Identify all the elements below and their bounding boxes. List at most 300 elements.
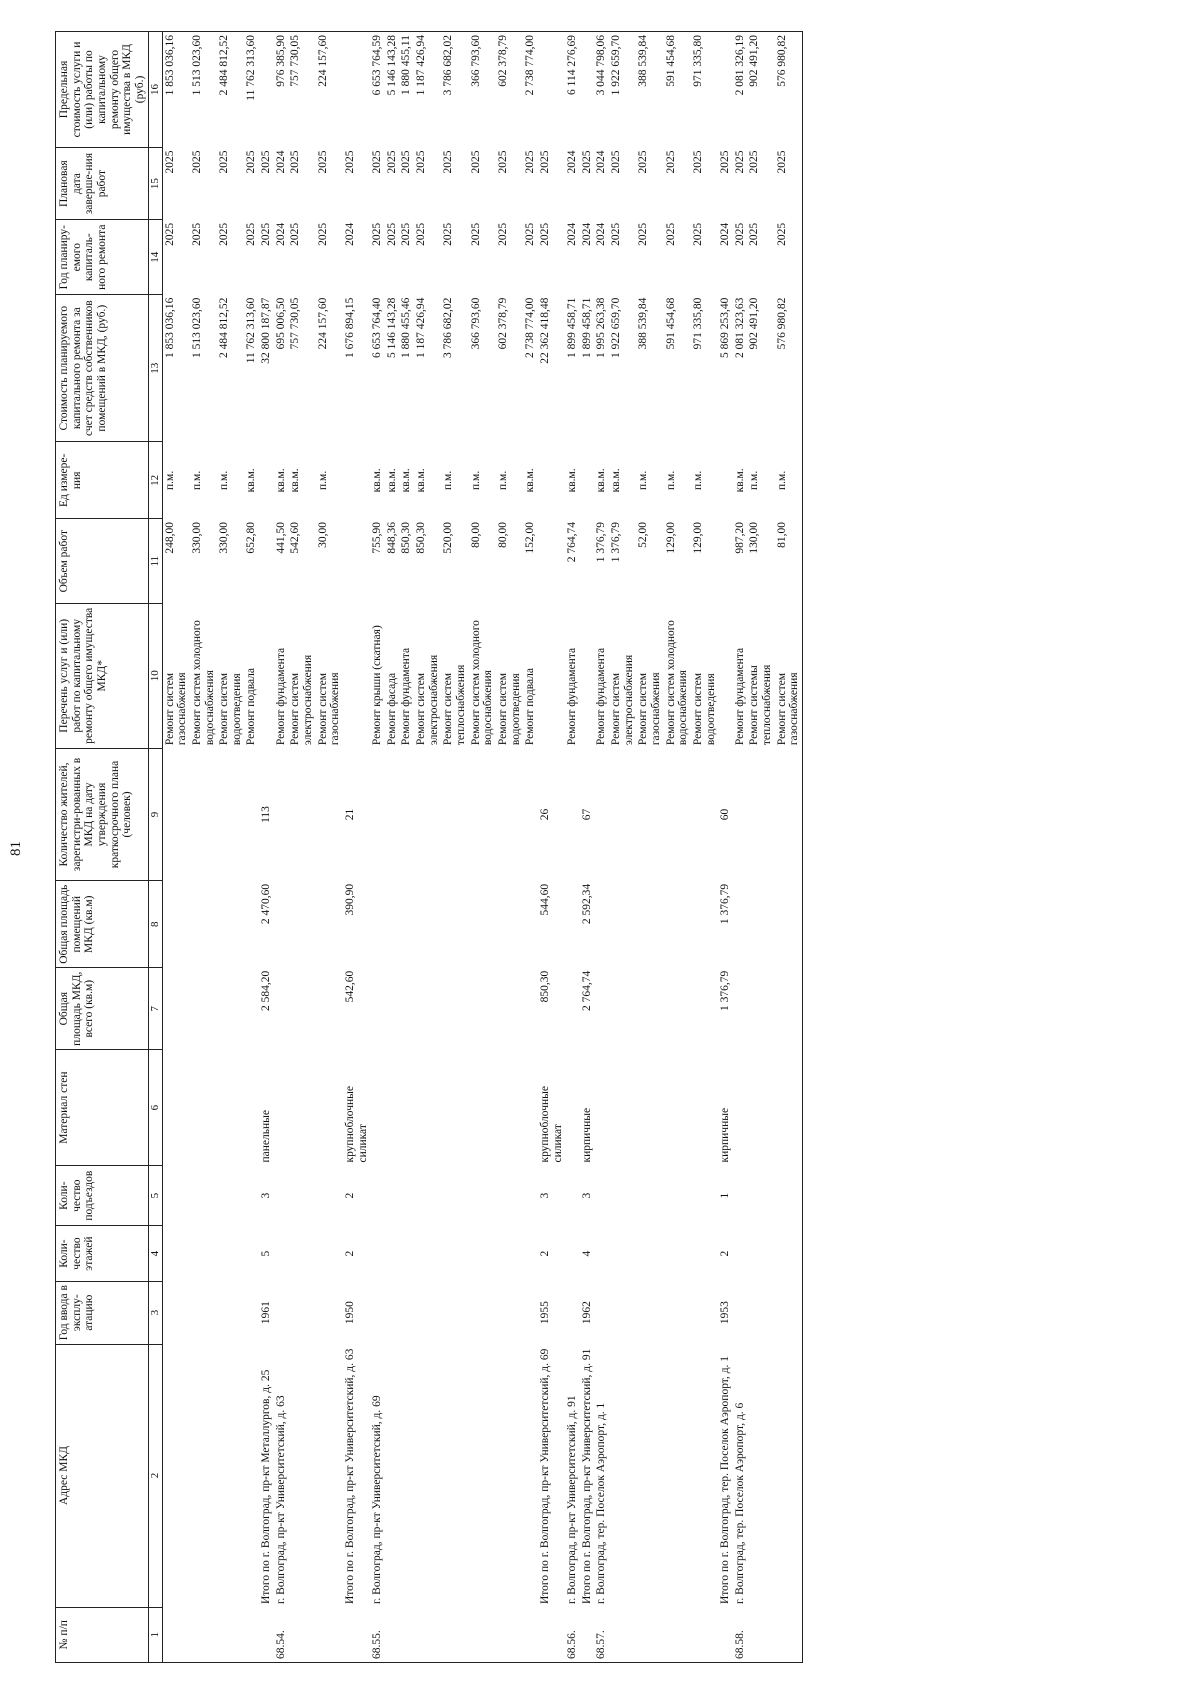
unit-cell: кв.м. xyxy=(566,468,579,493)
total-area-cell xyxy=(594,968,609,1050)
work-type-cell: Ремонт фасада xyxy=(385,672,398,746)
year-built-cell xyxy=(162,1281,190,1344)
floors-cell xyxy=(288,1226,315,1281)
work-type-cell: Ремонт системы теплоснабжения xyxy=(748,664,774,746)
residents-cell xyxy=(162,748,190,881)
total-row xyxy=(538,32,565,1663)
max-cost-cell: 6 114 276,69 xyxy=(565,32,580,148)
completion-year-cell: 2025 xyxy=(260,150,273,174)
column-number: 9 xyxy=(149,748,162,881)
total-area-cell xyxy=(288,968,315,1050)
column-header: Материал стен xyxy=(56,1050,149,1166)
work-volume-cell: 30,00 xyxy=(316,521,329,548)
work-volume-cell xyxy=(259,519,274,603)
work-volume-cell: 1 376,79 xyxy=(595,521,608,563)
work-volume-cell: 848,36 xyxy=(385,521,398,554)
planned-cost-cell: 11 762 313,60 xyxy=(245,297,258,364)
residents-cell xyxy=(691,748,718,881)
total-area-cell xyxy=(414,968,441,1050)
repair-year-cell: 2025 xyxy=(775,220,803,295)
repair-year-cell: 2024 xyxy=(595,222,608,246)
residents-cell xyxy=(496,748,523,881)
max-cost-cell: 1 513 023,60 xyxy=(190,32,217,148)
total-area-cell xyxy=(469,968,496,1050)
year-built-cell: 1955 xyxy=(538,1301,551,1325)
page-number: 81 xyxy=(8,841,24,856)
completion-year-cell: 2025 xyxy=(385,150,398,174)
residents-cell: 113 xyxy=(260,806,273,823)
table-row xyxy=(775,32,803,1663)
row-number xyxy=(217,1607,244,1662)
year-built-cell: 1950 xyxy=(343,1301,356,1325)
year-built-cell xyxy=(609,1281,636,1344)
premises-area-cell xyxy=(162,881,190,968)
year-built-cell xyxy=(747,1281,774,1344)
total-area-cell: 1 376,79 xyxy=(719,970,732,1011)
total-area-cell xyxy=(523,968,538,1050)
floors-cell xyxy=(636,1226,663,1281)
address-cell xyxy=(691,1344,718,1607)
premises-area-cell xyxy=(274,881,289,968)
completion-year-cell: 2025 xyxy=(610,150,623,174)
work-volume-cell: 248,00 xyxy=(163,521,176,554)
work-type-cell: Ремонт систем газоснабжения xyxy=(316,672,342,746)
floors-cell xyxy=(565,1226,580,1281)
max-cost-cell: 1 880 455,11 xyxy=(399,32,414,148)
entrances-cell xyxy=(316,1166,343,1226)
work-type-cell xyxy=(343,603,370,748)
unit-cell xyxy=(538,442,565,519)
column-number: 6 xyxy=(149,1050,162,1166)
unit-cell: п.м. xyxy=(190,470,203,490)
year-built-cell xyxy=(594,1281,609,1344)
total-area-cell xyxy=(609,968,636,1050)
entrances-cell xyxy=(691,1166,718,1226)
repair-year-cell: 2025 xyxy=(260,222,273,246)
year-built-cell xyxy=(469,1281,496,1344)
repair-year-cell: 2025 xyxy=(245,222,258,246)
total-area-cell xyxy=(775,968,803,1050)
max-cost-cell: 388 539,84 xyxy=(636,32,663,148)
premises-area-cell: 390,90 xyxy=(343,883,356,916)
column-number: 16 xyxy=(149,32,162,148)
year-built-cell xyxy=(217,1281,244,1344)
completion-year-cell: 2025 xyxy=(496,150,509,174)
column-number: 3 xyxy=(149,1281,162,1344)
completion-year-cell: 2025 xyxy=(524,150,537,174)
residents-cell xyxy=(217,748,244,881)
completion-year-cell: 2025 xyxy=(218,150,231,174)
unit-cell xyxy=(718,442,733,519)
year-built-cell xyxy=(775,1281,803,1344)
year-built-cell: 1962 xyxy=(580,1301,593,1325)
entrances-cell: 1 xyxy=(719,1192,732,1199)
repair-year-cell: 2025 xyxy=(496,222,509,246)
address-cell xyxy=(609,1344,636,1607)
wall-material-cell xyxy=(441,1050,468,1166)
address-cell xyxy=(414,1344,441,1607)
address-cell xyxy=(288,1344,315,1607)
table-row xyxy=(691,32,718,1663)
repair-year-cell: 2025 xyxy=(190,222,203,246)
repair-year-cell: 2025 xyxy=(748,222,761,246)
residents-cell xyxy=(747,748,774,881)
floors-cell xyxy=(414,1226,441,1281)
completion-year-cell: 2025 xyxy=(400,150,413,174)
completion-year-cell: 2025 xyxy=(245,150,258,174)
entrances-cell xyxy=(288,1166,315,1226)
max-cost-cell: 1 922 659,70 xyxy=(609,32,636,148)
premises-area-cell: 544,60 xyxy=(538,883,551,916)
floors-cell xyxy=(691,1226,718,1281)
wall-material-cell xyxy=(733,1050,748,1166)
work-volume-cell: 80,00 xyxy=(469,521,482,548)
column-number: 15 xyxy=(149,147,162,219)
floors-cell xyxy=(162,1226,190,1281)
unit-cell: п.м. xyxy=(748,470,761,490)
address-cell: г. Волгоград, пр-кт Университетский, д. 91 xyxy=(566,1395,579,1605)
year-built-cell xyxy=(399,1281,414,1344)
residents-cell xyxy=(469,748,496,881)
repair-year-cell: 2025 xyxy=(442,222,455,246)
entrances-cell xyxy=(190,1166,217,1226)
premises-area-cell xyxy=(565,881,580,968)
column-number: 11 xyxy=(149,519,162,603)
floors-cell xyxy=(523,1226,538,1281)
floors-cell xyxy=(244,1226,259,1281)
entrances-cell xyxy=(609,1166,636,1226)
unit-cell: кв.м. xyxy=(371,468,384,493)
table-body xyxy=(162,32,802,1663)
row-number xyxy=(469,1607,496,1662)
column-number: 12 xyxy=(149,442,162,519)
wall-material-cell xyxy=(162,1050,190,1166)
row-number xyxy=(399,1607,414,1662)
row-number xyxy=(343,1607,370,1662)
table-row xyxy=(609,32,636,1663)
row-number xyxy=(747,1607,774,1662)
year-built-cell xyxy=(523,1281,538,1344)
floors-cell xyxy=(594,1226,609,1281)
repair-year-cell: 2025 xyxy=(385,222,398,246)
premises-area-cell xyxy=(523,881,538,968)
work-volume-cell: 80,00 xyxy=(496,521,509,548)
entrances-cell xyxy=(414,1166,441,1226)
premises-area-cell xyxy=(399,881,414,968)
table-row xyxy=(469,32,496,1663)
max-cost-cell: 6 653 764,59 xyxy=(370,32,385,148)
entrances-cell xyxy=(274,1166,289,1226)
planned-cost-cell: 224 157,60 xyxy=(316,297,329,350)
floors-cell: 4 xyxy=(580,1250,593,1257)
residents-cell xyxy=(244,748,259,881)
work-type-cell: Ремонт подвала xyxy=(524,667,537,746)
completion-year-cell: 2025 xyxy=(775,147,803,219)
table-row xyxy=(594,32,609,1663)
row-number: 68.57. xyxy=(594,1607,609,1662)
max-cost-cell: 591 454,68 xyxy=(664,32,691,148)
work-type-cell: Ремонт систем холодного водоснабжения xyxy=(190,620,216,746)
wall-material-cell xyxy=(747,1050,774,1166)
completion-year-cell: 2025 xyxy=(691,150,704,174)
table-row xyxy=(496,32,523,1663)
floors-cell xyxy=(747,1226,774,1281)
row-number xyxy=(259,1607,274,1662)
column-header: Общая площадь помещений МКД (кв.м) xyxy=(56,881,149,968)
year-built-cell xyxy=(664,1281,691,1344)
premises-area-cell xyxy=(244,881,259,968)
address-cell xyxy=(496,1344,523,1607)
table-row xyxy=(288,32,315,1663)
planned-cost-cell: 3 786 682,02 xyxy=(442,297,455,358)
completion-year-cell: 2024 xyxy=(595,150,608,174)
work-volume-cell: 987,20 xyxy=(733,521,746,554)
wall-material-cell xyxy=(385,1050,400,1166)
work-type-cell xyxy=(538,603,565,748)
floors-cell: 2 xyxy=(343,1250,356,1257)
address-cell xyxy=(664,1344,691,1607)
address-cell xyxy=(399,1344,414,1607)
address-cell xyxy=(523,1344,538,1607)
premises-area-cell: 2 470,60 xyxy=(260,883,273,925)
max-cost-cell: 224 157,60 xyxy=(316,32,343,148)
repair-year-cell: 2025 xyxy=(637,222,650,246)
floors-cell xyxy=(316,1226,343,1281)
premises-area-cell: 1 376,79 xyxy=(719,883,732,925)
unit-cell: п.м. xyxy=(442,470,455,490)
repair-year-cell: 2025 xyxy=(218,222,231,246)
planned-cost-cell: 1 880 455,46 xyxy=(400,297,413,358)
year-built-cell xyxy=(274,1281,289,1344)
completion-year-cell: 2025 xyxy=(664,150,677,174)
residents-cell xyxy=(609,748,636,881)
year-built-cell xyxy=(691,1281,718,1344)
planned-cost-cell: 32 800 187,87 xyxy=(260,297,273,364)
work-type-cell: Ремонт систем водоотведения xyxy=(218,672,243,746)
wall-material-cell xyxy=(594,1050,609,1166)
work-volume-cell xyxy=(538,519,565,603)
entrances-cell xyxy=(733,1166,748,1226)
wall-material-cell xyxy=(274,1050,289,1166)
max-cost-cell xyxy=(259,32,274,148)
repair-year-cell: 2025 xyxy=(664,222,677,246)
wall-material-cell xyxy=(370,1050,385,1166)
row-number xyxy=(316,1607,343,1662)
unit-cell xyxy=(580,442,595,519)
table-row xyxy=(733,32,748,1663)
table-row xyxy=(414,32,441,1663)
planned-cost-cell: 2 738 774,00 xyxy=(524,297,537,358)
completion-year-cell: 2025 xyxy=(371,150,384,174)
premises-area-cell xyxy=(190,881,217,968)
completion-year-cell: 2025 xyxy=(748,150,761,174)
floors-cell xyxy=(441,1226,468,1281)
work-type-cell: Ремонт фундамента xyxy=(400,647,413,746)
work-type-cell: Ремонт фундамента xyxy=(566,647,579,746)
entrances-cell xyxy=(441,1166,468,1226)
entrances-cell xyxy=(469,1166,496,1226)
address-cell: Итого по г. Волгоград, пр-кт Металлургов, д. 25 xyxy=(260,1369,273,1605)
total-area-cell: 2 584,20 xyxy=(260,970,273,1011)
residents-cell xyxy=(664,748,691,881)
table-row xyxy=(523,32,538,1663)
max-cost-cell: 1 187 426,94 xyxy=(414,32,441,148)
completion-year-cell: 2025 xyxy=(163,150,176,174)
total-area-cell xyxy=(217,968,244,1050)
work-volume-cell: 129,00 xyxy=(664,521,677,554)
unit-cell: п.м. xyxy=(496,470,509,490)
work-volume-cell xyxy=(580,519,595,603)
row-number xyxy=(441,1607,468,1662)
year-built-cell: 1961 xyxy=(260,1301,273,1325)
row-number xyxy=(414,1607,441,1662)
row-number xyxy=(385,1607,400,1662)
entrances-cell xyxy=(385,1166,400,1226)
max-cost-cell: 971 335,80 xyxy=(691,32,718,148)
table-row xyxy=(565,32,580,1663)
entrances-cell xyxy=(496,1166,523,1226)
work-volume-cell: 130,00 xyxy=(748,521,761,554)
work-volume-cell: 850,30 xyxy=(415,521,428,554)
table-row xyxy=(399,32,414,1663)
planned-cost-cell: 902 491,20 xyxy=(748,297,761,350)
address-cell: г. Волгоград, тер. Поселок Аэропорт, д. 6 xyxy=(733,1402,746,1605)
residents-cell xyxy=(594,748,609,881)
max-cost-cell xyxy=(718,32,733,148)
planned-cost-cell: 2 484 812,52 xyxy=(218,297,231,358)
floors-cell xyxy=(496,1226,523,1281)
floors-cell: 5 xyxy=(260,1250,273,1257)
repair-year-cell: 2025 xyxy=(733,222,746,246)
max-cost-cell xyxy=(538,32,565,148)
unit-cell: кв.м. xyxy=(289,468,302,493)
wall-material-cell xyxy=(316,1050,343,1166)
repair-year-cell: 2024 xyxy=(566,222,579,246)
planned-cost-cell: 388 539,84 xyxy=(637,297,650,350)
total-area-cell xyxy=(190,968,217,1050)
wall-material-cell xyxy=(565,1050,580,1166)
floors-cell xyxy=(733,1226,748,1281)
planned-cost-cell: 1 899 458,71 xyxy=(580,297,593,358)
total-area-cell xyxy=(316,968,343,1050)
address-cell: Итого по г. Волгоград, пр-кт Университетский, д. 91 xyxy=(580,1348,593,1605)
total-area-cell xyxy=(691,968,718,1050)
column-header: Ед измере-ния xyxy=(56,442,149,519)
residents-cell xyxy=(274,748,289,881)
wall-material-cell xyxy=(414,1050,441,1166)
work-volume-cell: 330,00 xyxy=(190,521,203,554)
planned-cost-cell: 1 187 426,94 xyxy=(415,297,428,358)
row-number xyxy=(190,1607,217,1662)
table-row xyxy=(370,32,385,1663)
max-cost-cell xyxy=(580,32,595,148)
unit-cell: п.м. xyxy=(637,470,650,490)
unit-cell xyxy=(259,442,274,519)
table-row xyxy=(316,32,343,1663)
planned-cost-cell: 1 922 659,70 xyxy=(610,297,623,358)
entrances-cell xyxy=(565,1166,580,1226)
address-cell: г. Волгоград, пр-кт Университетский, д. 69 xyxy=(371,1395,384,1605)
year-built-cell xyxy=(316,1281,343,1344)
premises-area-cell xyxy=(609,881,636,968)
total-area-cell xyxy=(162,968,190,1050)
row-number xyxy=(664,1607,691,1662)
floors-cell xyxy=(399,1226,414,1281)
entrances-cell xyxy=(399,1166,414,1226)
work-volume-cell: 129,00 xyxy=(691,521,704,554)
completion-year-cell: 2025 xyxy=(415,150,428,174)
work-type-cell: Ремонт систем холодного водоснабжения xyxy=(469,620,495,746)
row-number xyxy=(538,1607,565,1662)
repair-year-cell: 2025 xyxy=(469,222,482,246)
work-volume-cell: 330,00 xyxy=(218,521,231,554)
wall-material-cell xyxy=(636,1050,663,1166)
unit-cell: п.м. xyxy=(775,442,803,519)
address-cell xyxy=(316,1344,343,1607)
work-type-cell: Ремонт систем электроснабжения xyxy=(415,654,440,746)
max-cost-cell: 5 146 143,28 xyxy=(385,32,400,148)
address-cell xyxy=(636,1344,663,1607)
column-number: 4 xyxy=(149,1226,162,1281)
planned-cost-cell: 1 995 263,38 xyxy=(595,297,608,358)
total-area-cell: 850,30 xyxy=(538,970,551,1003)
row-number xyxy=(636,1607,663,1662)
address-cell xyxy=(217,1344,244,1607)
entrances-cell xyxy=(244,1166,259,1226)
wall-material-cell xyxy=(399,1050,414,1166)
planned-cost-cell: 591 454,68 xyxy=(664,297,677,350)
max-cost-cell: 902 491,20 xyxy=(747,32,774,148)
premises-area-cell xyxy=(691,881,718,968)
entrances-cell xyxy=(636,1166,663,1226)
unit-cell: п.м. xyxy=(163,470,176,490)
residents-cell: 60 xyxy=(719,808,732,821)
residents-cell xyxy=(636,748,663,881)
unit-cell: п.м. xyxy=(664,470,677,490)
repair-year-cell: 2025 xyxy=(371,222,384,246)
total-area-cell xyxy=(385,968,400,1050)
work-type-cell: Ремонт систем холодного водоснабжения xyxy=(664,620,690,746)
column-number: 14 xyxy=(149,220,162,295)
address-cell: Итого по г. Волгоград, пр-кт Университетский, д. 63 xyxy=(343,1348,356,1605)
table-row xyxy=(274,32,289,1663)
row-number xyxy=(691,1607,718,1662)
residents-cell xyxy=(414,748,441,881)
repair-year-cell: 2025 xyxy=(415,222,428,246)
work-volume-cell: 52,00 xyxy=(637,521,650,548)
year-built-cell xyxy=(733,1281,748,1344)
column-header: Год планиру-емого капиталь-ного ремонта xyxy=(56,220,149,295)
column-header: Год ввода в эксплу-атацию xyxy=(56,1281,149,1344)
column-number: 1 xyxy=(149,1607,162,1662)
wall-material-cell xyxy=(691,1050,718,1166)
max-cost-cell: 576 980,82 xyxy=(775,32,803,148)
entrances-cell xyxy=(370,1166,385,1226)
planned-cost-cell: 5 869 253,40 xyxy=(719,297,732,358)
planned-cost-cell: 5 146 143,28 xyxy=(385,297,398,358)
floors-cell: 2 xyxy=(719,1250,732,1257)
column-header: Перечень услуг и (или) работ по капитальному ремонту общего имущества МКД* xyxy=(56,603,149,748)
year-built-cell: 1953 xyxy=(719,1301,732,1325)
total-area-cell xyxy=(370,968,385,1050)
row-number xyxy=(288,1607,315,1662)
address-cell xyxy=(441,1344,468,1607)
work-type-cell xyxy=(259,603,274,748)
completion-year-cell: 2025 xyxy=(442,150,455,174)
premises-area-cell xyxy=(316,881,343,968)
residents-cell: 21 xyxy=(343,808,356,821)
residents-cell xyxy=(775,748,803,881)
